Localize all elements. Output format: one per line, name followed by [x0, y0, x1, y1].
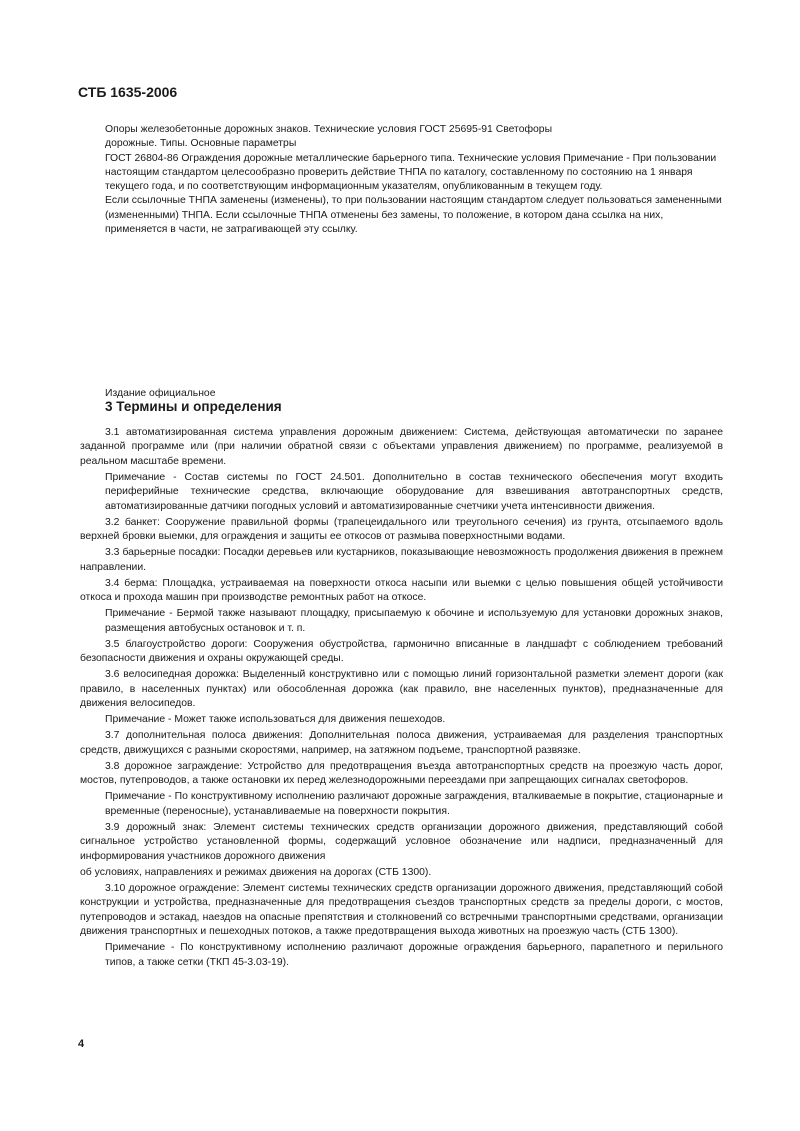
term-note: Примечание - Бермой также называют площадку, присыпаемую к обочине и используемую для установки дорожных знаков, размещения автобусных остановок и т. п.	[105, 608, 723, 634]
term-note: Примечание - По конструктивному исполнению различают дорожные заграждения, вталкиваемые в покрытие, стационарные и временные (переносные), устанавливаемые на поверхности покрытия.	[105, 791, 723, 817]
terms-list	[80, 426, 723, 972]
term-definition: 3.9 дорожный знак: Элемент системы технических средств организации дорожного движения, представляющий собой сигнальное устройство установленной формы, содержащий условное обозначение или надписи, предназначенный для информирования участников дорожного движения	[80, 821, 723, 862]
term-definition-continuation: об условиях, направлениях и режимах движения на дорогах (СТБ 1300).	[80, 866, 432, 878]
term-note: Примечание - Может также использоваться для движения пешеходов.	[105, 714, 446, 726]
term-definition: 3.2 банкет: Сооружение правильной формы (трапецеидального или треугольного сечения) из грунта, отсыпаемого вдоль верхней бровки выемки, для ограждения и защиты ее откосов от размыва поверхностными водами.	[80, 516, 723, 543]
document-code: СТБ 1635-2006	[78, 84, 178, 100]
reference-line: Опоры железобетонные дорожных знаков. Технические условия ГОСТ 25695-91 Светофоры	[105, 124, 553, 135]
term-definition: 3.10 дорожное ограждение: Элемент системы технических средств организации дорожного движения, представляющий собой конструкции и устройства, предназначенные для предотвращения съездов транспортных средств за пределы дороги, с мостов, путепроводов и эстакад, наездов на опасные препятствия и столкновений со встречными транспортными средствами, организации движения транспортных и пешеходных потоков, а также предотвращения выхода животных на проезжую часть (СТБ 1300).	[80, 882, 723, 938]
reference-line: ГОСТ 26804-86 Ограждения дорожные металлические барьерного типа. Технические условия Примечание - При пользовании настоящим стандартом целесообразно проверить действие ТНПА по каталогу, составленному по состоянию на 1 января текущего года, и по соответствующим информационным указателям, опубликованным в текущем году.	[105, 152, 717, 193]
term-definition: 3.6 велосипедная дорожка: Выделенный конструктивно или с помощью линий горизонтальной разметки элемент дороги (как правило, в населенных пунктах) или обособленная дорожка (как правило, вне населенных пунктов), предназначенные для движения велосипедов.	[80, 669, 723, 710]
term-definition: 3.3 барьерные посадки: Посадки деревьев или кустарников, показывающие невозможность продолжения движения в прежнем направлении.	[80, 547, 723, 573]
normative-references	[105, 123, 723, 237]
edition-note: Издание официальное	[105, 388, 216, 399]
term-definition: 3.7 дополнительная полоса движения: Дополнительная полоса движения, устраиваемая для разделения транспортных средств, движущихся с разными скоростями, например, на затяжном подъеме, транспортной развязке.	[80, 730, 723, 756]
page-number: 4	[78, 1038, 85, 1050]
term-definition: 3.8 дорожное заграждение: Устройство для предотвращения въезда автотранспортных средств на проезжую часть дорог, мостов, путепроводов, а также остановки их перед железнодорожными переездами при запрещающих сигналах светофоров.	[80, 760, 723, 787]
reference-line: дорожные. Типы. Основные параметры	[105, 138, 297, 150]
term-definition: 3.5 благоустройство дороги: Сооружения обустройства, гармонично вписанные в ландшафт с соблюдением требований безопасности движения и охраны окружающей среды.	[80, 638, 723, 665]
term-definition: 3.1 автоматизированная система управления дорожным движением: Система, действующая автоматически по заранее заданной программе или (при наличии обратной связи с объектами управления движением) по программе, реализуемой в реальном масштабе времени.	[80, 427, 723, 467]
reference-line: Если ссылочные ТНПА заменены (изменены), то при пользовании настоящим стандартом следует пользоваться замененными (измененными) ТНПА. Если ссылочные ТНПА отменены без замены, то положение, в котором дана ссылка на них, применяется в части, не затрагивающей эту ссылку.	[105, 195, 722, 236]
term-note: Примечание - Состав системы по ГОСТ 24.501. Дополнительно в состав технического обеспечения могут входить периферийные технические средства, включающие оборудование для взвешивания автотранспортных средств, автоматизированные датчики погодных условий и автоматизированные счетчики учета интенсивности движения.	[105, 471, 723, 512]
term-note: Примечание - По конструктивному исполнению различают дорожные ограждения барьерного, парапетного и перильного типов, а также сетки (ТКП 45-3.03-19).	[105, 942, 723, 968]
section-title: 3 Термины и определения	[105, 399, 282, 414]
term-definition: 3.4 берма: Площадка, устраиваемая на поверхности откоса насыпи или выемки с целью повышения общей устойчивости откоса и прохода машин при производстве ремонтных работ на откосе.	[80, 577, 723, 604]
